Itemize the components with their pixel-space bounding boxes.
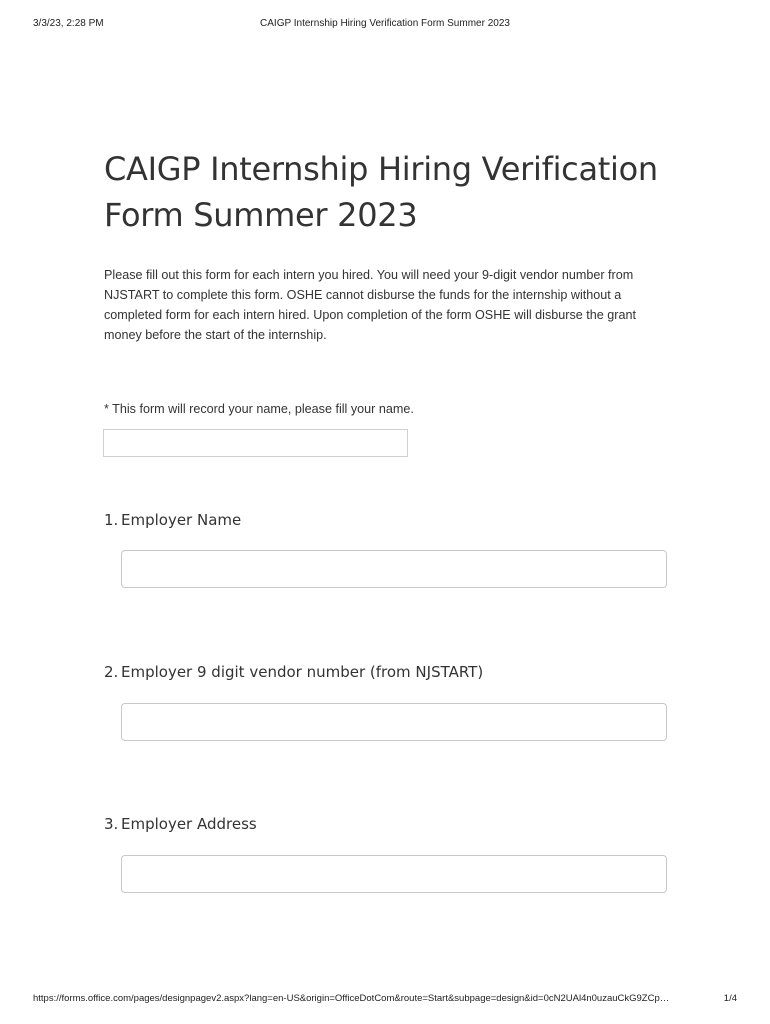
form-description: Please fill out this form for each intern you hired. You will need your 9-digit vendor number from NJSTART to complete this form. OSHE cannot disburse the funds for the internship without a completed form for each intern hired. Upon completion of the form OSHE will disburse the grant money before the start of the internship.	[104, 268, 636, 342]
employer-name-field[interactable]	[121, 550, 667, 588]
question-label: Employer 9 digit vendor number (from NJSTART)	[121, 663, 484, 681]
question-number: 1.	[104, 511, 119, 529]
print-document-title: CAIGP Internship Hiring Verification Form Summer 2023	[260, 18, 510, 29]
print-url: https://forms.office.com/pages/designpagev2.aspx?lang=en-US&origin=OfficeDotCom&route=Start&subpage=design&id=0cN2UAl4n0uzauCkG9ZCp…	[33, 993, 670, 1004]
name-record-notice: * This form will record your name, please fill your name.	[104, 402, 414, 416]
form-title: CAIGP Internship Hiring Verification Form Summer 2023	[104, 150, 658, 234]
question-vendor-number	[104, 663, 483, 681]
vendor-number-field[interactable]	[121, 703, 667, 741]
question-label: Employer Name	[121, 511, 242, 529]
print-footer	[33, 993, 737, 1007]
question-employer-address	[104, 815, 257, 833]
question-label: Employer Address	[121, 815, 257, 833]
employer-address-field[interactable]	[121, 855, 667, 893]
question-number: 3.	[104, 815, 119, 833]
print-header	[33, 18, 737, 32]
respondent-name-field[interactable]	[103, 429, 408, 457]
question-employer-name	[104, 511, 241, 529]
print-date: 3/3/23, 2:28 PM	[33, 18, 104, 29]
question-number: 2.	[104, 663, 119, 681]
page-number: 1/4	[723, 993, 737, 1004]
